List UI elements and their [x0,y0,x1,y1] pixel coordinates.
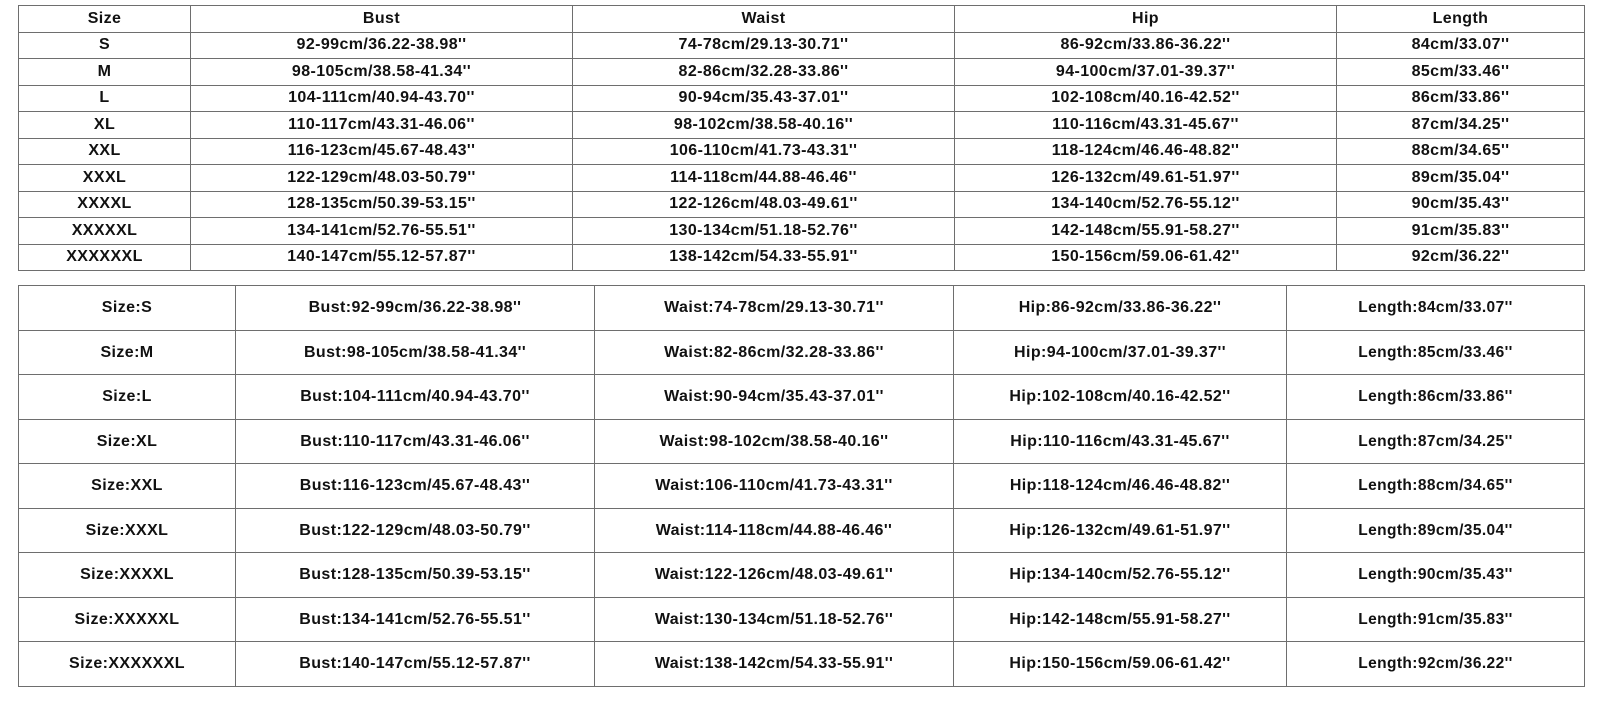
hip-cell: Hip:142-148cm/55.91-58.27'' [954,597,1287,642]
size-cell: Size:M [19,330,236,375]
length-cell: Length:90cm/35.43'' [1287,553,1585,598]
column-header-length: Length [1337,6,1585,33]
table-row [19,642,1585,687]
waist-cell: Waist:130-134cm/51.18-52.76'' [595,597,954,642]
hip-cell: 94-100cm/37.01-39.37'' [955,59,1337,86]
waist-cell: Waist:106-110cm/41.73-43.31'' [595,464,954,509]
bust-cell: Bust:122-129cm/48.03-50.79'' [236,508,595,553]
hip-cell: 126-132cm/49.61-51.97'' [955,165,1337,192]
hip-cell: Hip:110-116cm/43.31-45.67'' [954,419,1287,464]
hip-cell: Hip:94-100cm/37.01-39.37'' [954,330,1287,375]
table-row [19,597,1585,642]
waist-cell: 106-110cm/41.73-43.31'' [573,138,955,165]
length-cell: Length:85cm/33.46'' [1287,330,1585,375]
length-cell: Length:86cm/33.86'' [1287,375,1585,420]
bust-cell: 134-141cm/52.76-55.51'' [191,218,573,245]
waist-cell: Waist:90-94cm/35.43-37.01'' [595,375,954,420]
size-cell: Size:L [19,375,236,420]
bust-cell: Bust:134-141cm/52.76-55.51'' [236,597,595,642]
size-cell: L [19,85,191,112]
bust-cell: 110-117cm/43.31-46.06'' [191,112,573,139]
hip-cell: 110-116cm/43.31-45.67'' [955,112,1337,139]
waist-cell: 82-86cm/32.28-33.86'' [573,59,955,86]
length-cell: 90cm/35.43'' [1337,191,1585,218]
hip-cell: Hip:150-156cm/59.06-61.42'' [954,642,1287,687]
bust-cell: 116-123cm/45.67-48.43'' [191,138,573,165]
hip-cell: 150-156cm/59.06-61.42'' [955,244,1337,271]
waist-cell: 130-134cm/51.18-52.76'' [573,218,955,245]
hip-cell: 134-140cm/52.76-55.12'' [955,191,1337,218]
length-cell: 87cm/34.25'' [1337,112,1585,139]
size-cell: Size:XXXXXL [19,597,236,642]
bust-cell: 98-105cm/38.58-41.34'' [191,59,573,86]
size-cell: Size:XXXL [19,508,236,553]
waist-cell: 114-118cm/44.88-46.46'' [573,165,955,192]
length-cell: Length:84cm/33.07'' [1287,286,1585,331]
length-cell: Length:91cm/35.83'' [1287,597,1585,642]
size-detail-body [19,286,1585,687]
waist-cell: 138-142cm/54.33-55.91'' [573,244,955,271]
waist-cell: Waist:122-126cm/48.03-49.61'' [595,553,954,598]
table-row [19,32,1585,59]
bust-cell: Bust:104-111cm/40.94-43.70'' [236,375,595,420]
size-cell: Size:XXL [19,464,236,509]
length-cell: 86cm/33.86'' [1337,85,1585,112]
size-cell: XXXXL [19,191,191,218]
hip-cell: 118-124cm/46.46-48.82'' [955,138,1337,165]
table-row [19,553,1585,598]
hip-cell: Hip:118-124cm/46.46-48.82'' [954,464,1287,509]
length-cell: Length:92cm/36.22'' [1287,642,1585,687]
column-header-hip: Hip [955,6,1337,33]
column-header-waist: Waist [573,6,955,33]
size-cell: Size:XXXXXXL [19,642,236,687]
length-cell: Length:88cm/34.65'' [1287,464,1585,509]
header-row [19,6,1585,33]
bust-cell: 140-147cm/55.12-57.87'' [191,244,573,271]
bust-cell: 92-99cm/36.22-38.98'' [191,32,573,59]
table-row [19,218,1585,245]
size-chart-table [18,5,1585,271]
table-row [19,375,1585,420]
hip-cell: 86-92cm/33.86-36.22'' [955,32,1337,59]
length-cell: 85cm/33.46'' [1337,59,1585,86]
table-row [19,165,1585,192]
hip-cell: Hip:126-132cm/49.61-51.97'' [954,508,1287,553]
table-row [19,464,1585,509]
bust-cell: Bust:116-123cm/45.67-48.43'' [236,464,595,509]
length-cell: 91cm/35.83'' [1337,218,1585,245]
size-detail-table [18,285,1585,687]
table-row [19,59,1585,86]
hip-cell: 142-148cm/55.91-58.27'' [955,218,1337,245]
table-row [19,191,1585,218]
table-row [19,330,1585,375]
bust-cell: Bust:128-135cm/50.39-53.15'' [236,553,595,598]
waist-cell: Waist:114-118cm/44.88-46.46'' [595,508,954,553]
waist-cell: 74-78cm/29.13-30.71'' [573,32,955,59]
waist-cell: Waist:138-142cm/54.33-55.91'' [595,642,954,687]
size-cell: XXXL [19,165,191,192]
bust-cell: Bust:110-117cm/43.31-46.06'' [236,419,595,464]
waist-cell: 122-126cm/48.03-49.61'' [573,191,955,218]
bust-cell: Bust:140-147cm/55.12-57.87'' [236,642,595,687]
size-cell: M [19,59,191,86]
hip-cell: Hip:86-92cm/33.86-36.22'' [954,286,1287,331]
table-row [19,244,1585,271]
size-cell: XXL [19,138,191,165]
table-row [19,286,1585,331]
length-cell: Length:89cm/35.04'' [1287,508,1585,553]
size-cell: XL [19,112,191,139]
table-row [19,508,1585,553]
size-cell: Size:XL [19,419,236,464]
bust-cell: Bust:92-99cm/36.22-38.98'' [236,286,595,331]
waist-cell: Waist:98-102cm/38.58-40.16'' [595,419,954,464]
waist-cell: Waist:74-78cm/29.13-30.71'' [595,286,954,331]
hip-cell: 102-108cm/40.16-42.52'' [955,85,1337,112]
length-cell: 88cm/34.65'' [1337,138,1585,165]
size-cell: S [19,32,191,59]
size-cell: XXXXXL [19,218,191,245]
column-header-bust: Bust [191,6,573,33]
waist-cell: Waist:82-86cm/32.28-33.86'' [595,330,954,375]
size-cell: XXXXXXL [19,244,191,271]
table-row [19,112,1585,139]
table-row [19,85,1585,112]
table-row [19,138,1585,165]
hip-cell: Hip:102-108cm/40.16-42.52'' [954,375,1287,420]
length-cell: 89cm/35.04'' [1337,165,1585,192]
table-row [19,419,1585,464]
bust-cell: 122-129cm/48.03-50.79'' [191,165,573,192]
waist-cell: 98-102cm/38.58-40.16'' [573,112,955,139]
bust-cell: 128-135cm/50.39-53.15'' [191,191,573,218]
bust-cell: 104-111cm/40.94-43.70'' [191,85,573,112]
bust-cell: Bust:98-105cm/38.58-41.34'' [236,330,595,375]
waist-cell: 90-94cm/35.43-37.01'' [573,85,955,112]
size-cell: Size:XXXXL [19,553,236,598]
column-header-size: Size [19,6,191,33]
size-cell: Size:S [19,286,236,331]
length-cell: 84cm/33.07'' [1337,32,1585,59]
hip-cell: Hip:134-140cm/52.76-55.12'' [954,553,1287,598]
size-chart-body [19,6,1585,271]
length-cell: 92cm/36.22'' [1337,244,1585,271]
length-cell: Length:87cm/34.25'' [1287,419,1585,464]
